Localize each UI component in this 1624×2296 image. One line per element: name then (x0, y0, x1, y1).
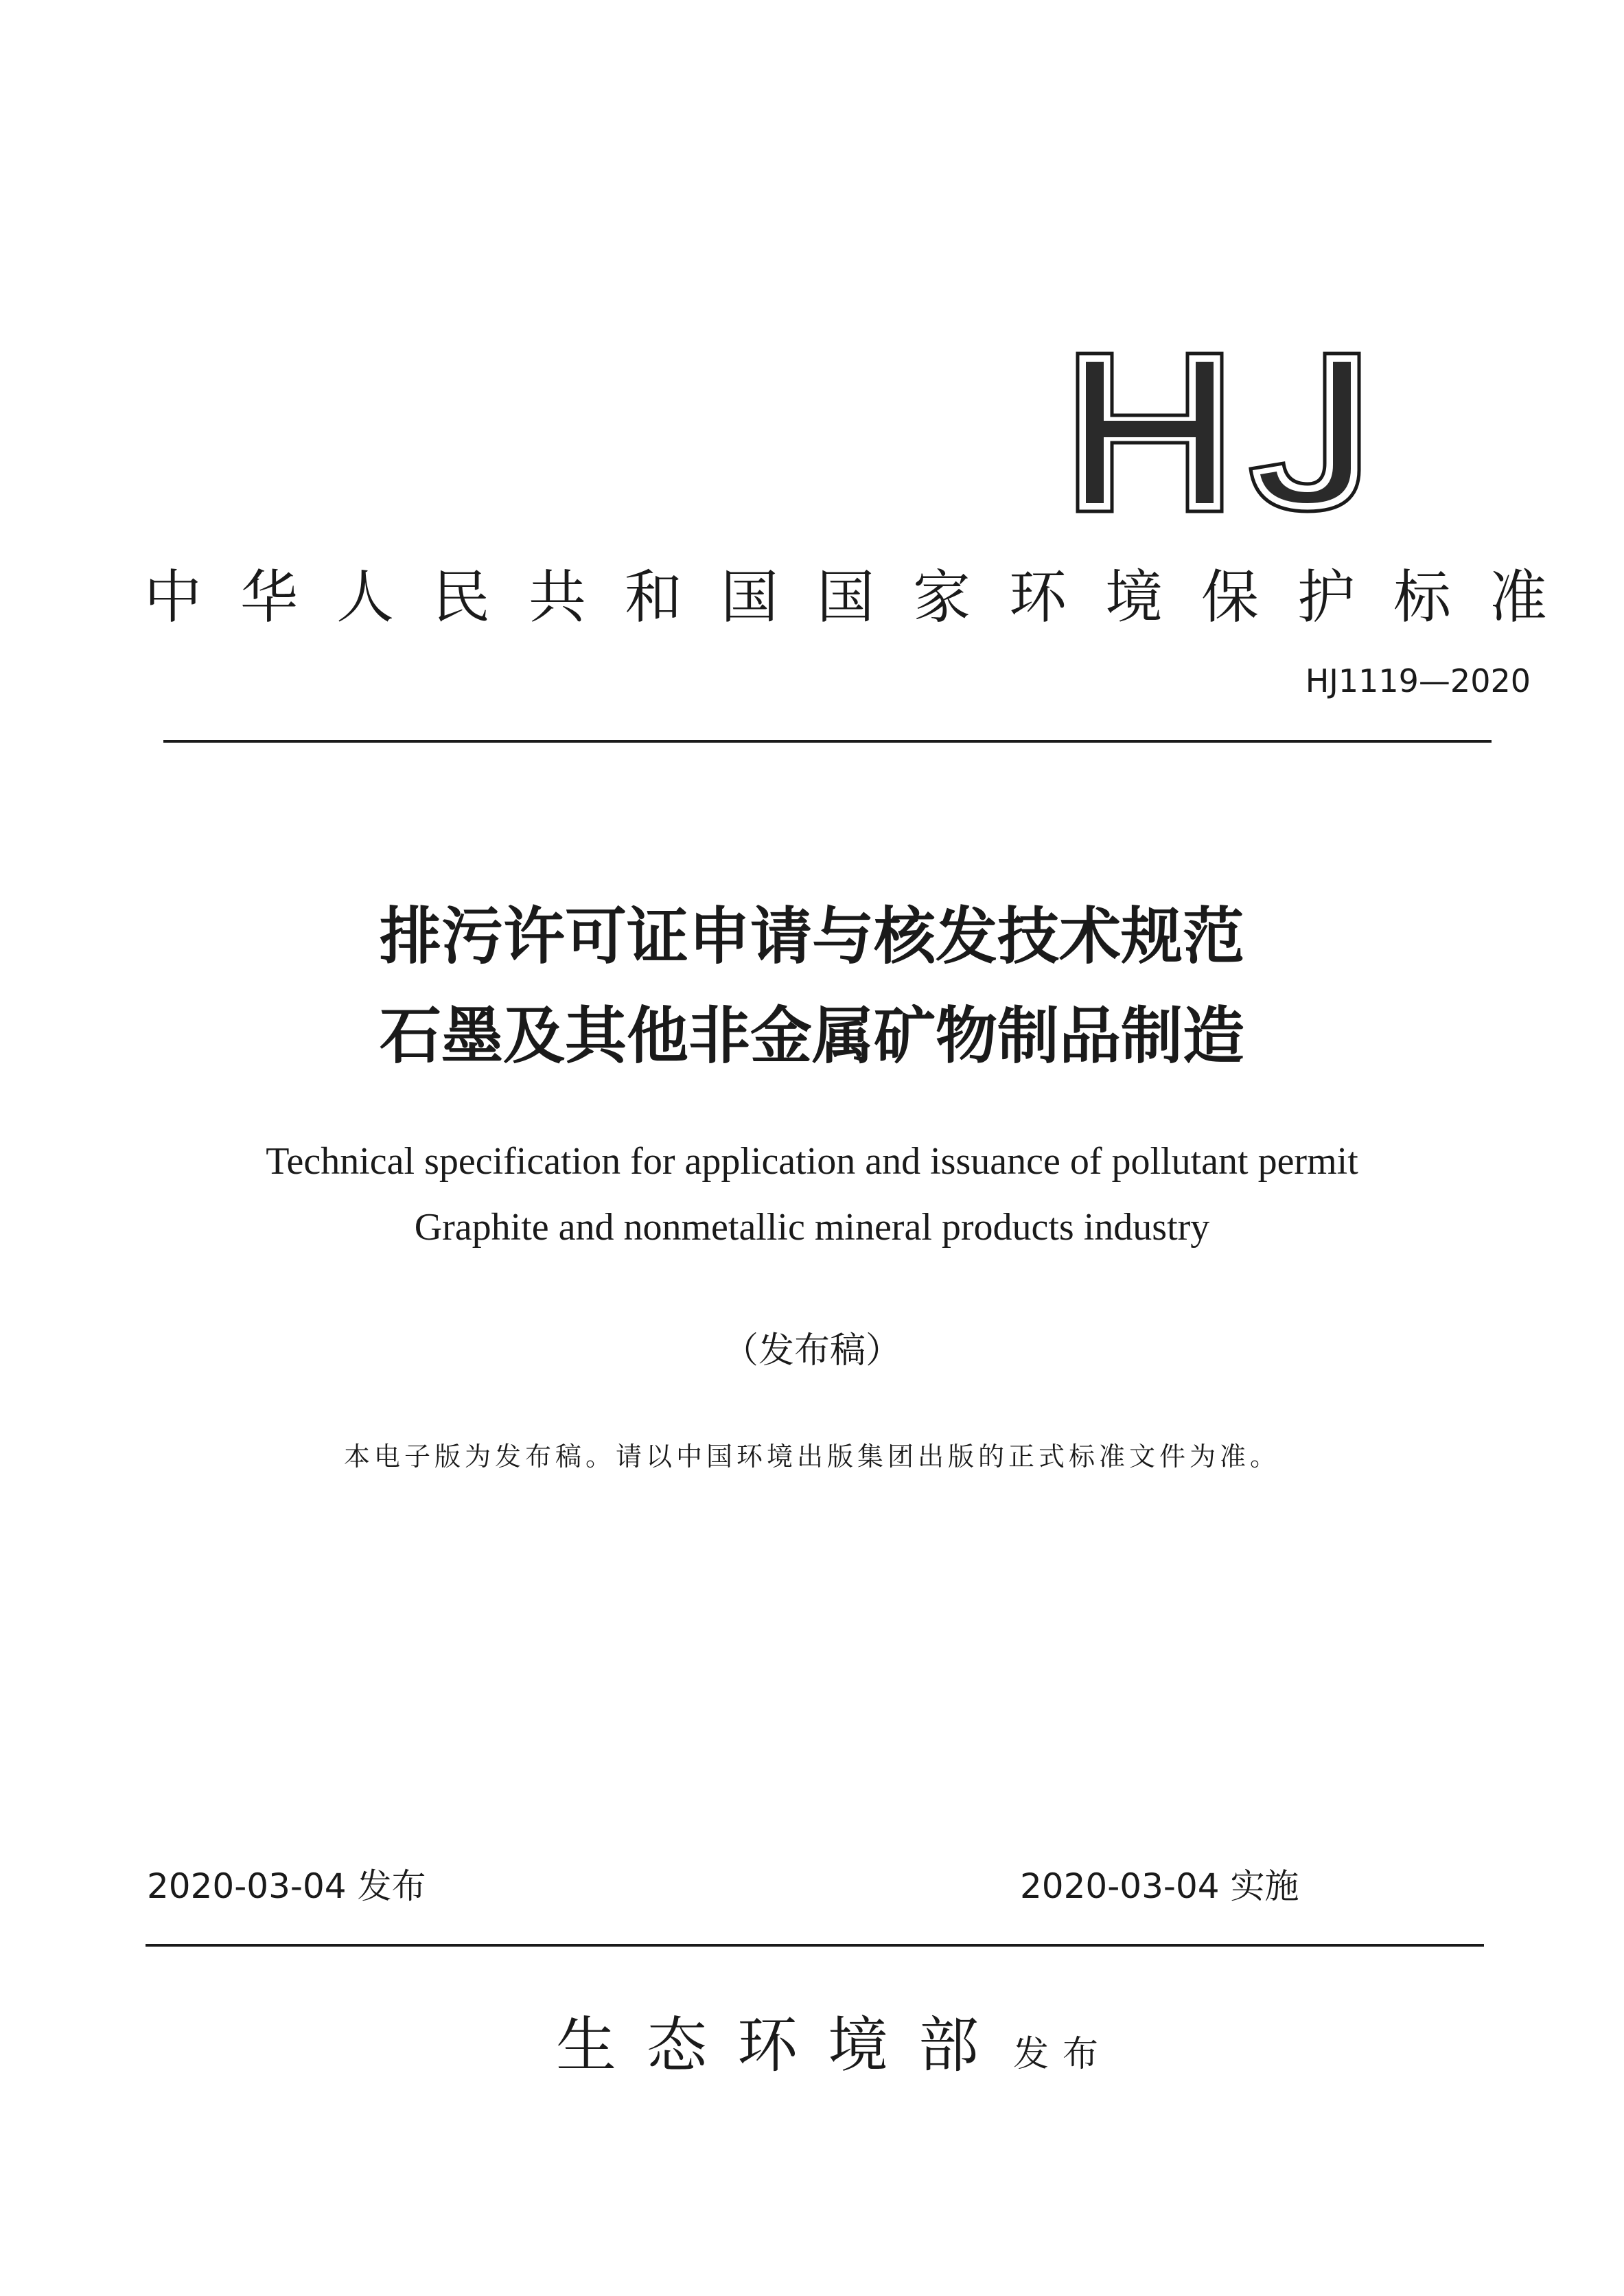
publisher-suffix: 发布 (1013, 2034, 1113, 2075)
top-divider (163, 740, 1492, 743)
publisher-name: 生态环境部 (556, 2010, 1010, 2080)
title-cn-line1: 排污许可证申请与核发技术规范 (380, 901, 1244, 973)
standard-category: 中华人民共和国国家环境保护标准 (144, 564, 1586, 631)
draft-label: （发布稿） (722, 1330, 901, 1371)
title-cn-line2: 石墨及其他非金属矿物制品制造 (380, 1000, 1244, 1072)
issue-date: 2020-03-04 发布 (147, 1866, 426, 1906)
effective-date: 2020-03-04 实施 (1020, 1866, 1299, 1906)
hj-logo (1071, 347, 1373, 518)
hj-logo-letter-h (1078, 353, 1222, 511)
publisher (556, 1997, 1112, 2094)
bottom-divider (146, 1944, 1484, 1947)
title-en-line2: Graphite and nonmetallic mineral products industry (414, 1206, 1210, 1249)
hj-logo-letter-j (1251, 353, 1359, 511)
standard-number: HJ1119—2020 (1305, 662, 1531, 699)
version-notice: 本电子版为发布稿。请以中国环境出版集团出版的正式标准文件为准。 (343, 1441, 1280, 1472)
title-en-line1: Technical specification for application and issuance of pollutant permit (266, 1140, 1358, 1183)
